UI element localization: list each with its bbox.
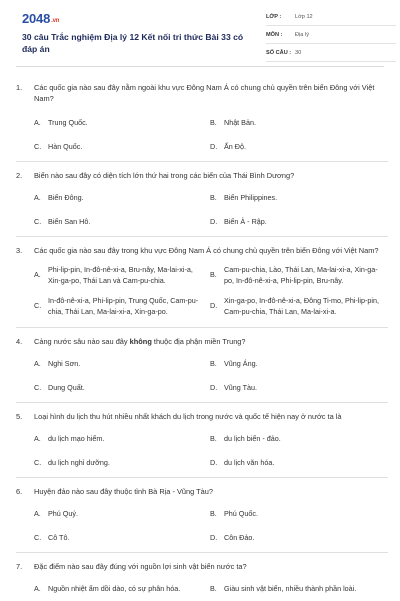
option-letter: B. <box>210 118 217 127</box>
question-item <box>16 237 388 328</box>
question-text-emphasis: không <box>129 337 152 346</box>
question-text-part: thuộc địa phận miền Trung? <box>151 337 246 346</box>
option-letter: A. <box>34 509 41 518</box>
question-number: 6. <box>16 487 23 496</box>
answer-option[interactable] <box>210 383 382 394</box>
option-text: Nghi Sơn. <box>48 359 81 368</box>
meta-value: Địa lý <box>295 32 309 38</box>
option-letter: C. <box>34 382 42 392</box>
answer-option[interactable] <box>210 533 382 544</box>
option-text: Xin-ga-po, In-đô-nê-xi-a, Đông Ti-mo, Phi-lip-pin, Cam-pu-chia, Thái Lan, Ma-lai-xi-a. <box>224 296 379 316</box>
answer-option[interactable] <box>34 118 206 129</box>
question-number: 4. <box>16 337 23 346</box>
logo-suffix: .vn <box>51 18 60 24</box>
question-number: 2. <box>16 171 23 180</box>
question-item <box>16 553 388 601</box>
answer-option[interactable] <box>210 458 382 469</box>
option-letter: A. <box>34 359 41 368</box>
meta-row-count <box>266 48 396 62</box>
option-text: Biển Philippines. <box>224 193 278 202</box>
question-number: 5. <box>16 412 23 421</box>
question-item <box>16 162 388 237</box>
answer-option[interactable] <box>210 118 382 129</box>
meta-row-subject <box>266 30 396 44</box>
option-text: Nguồn nhiệt ẩm dồi dào, có sự phân hóa. <box>48 584 181 593</box>
option-text: Vũng Áng. <box>224 359 258 368</box>
question-list <box>16 74 388 601</box>
answer-option[interactable] <box>210 264 382 287</box>
option-letter: A. <box>34 270 41 280</box>
meta-key: SỐ CÂU : <box>266 50 292 56</box>
option-letter: D. <box>210 457 218 467</box>
question-text: Đặc điểm nào sau đây đúng với nguồn lợi sinh vật biển nước ta? <box>34 562 247 571</box>
logo-main: 2048 <box>22 11 51 26</box>
option-text: du lịch mạo hiểm. <box>48 434 105 443</box>
option-text: Hàn Quốc. <box>48 141 83 151</box>
option-text: Phú Quý. <box>48 509 78 518</box>
question-item <box>16 403 388 478</box>
option-text: du lịch nghỉ dưỡng. <box>48 457 110 467</box>
option-text: Vũng Tàu. <box>224 382 258 392</box>
answer-option[interactable] <box>210 142 382 153</box>
answer-option[interactable] <box>210 217 382 228</box>
option-letter: B. <box>210 584 217 593</box>
option-text: Côn Đảo. <box>224 532 255 542</box>
answer-option[interactable] <box>210 193 382 204</box>
option-letter: C. <box>34 141 42 151</box>
page-header <box>16 0 384 67</box>
option-text: Nhật Bản. <box>224 118 256 127</box>
option-text: Cô Tô. <box>48 532 70 542</box>
answer-option[interactable] <box>34 264 206 287</box>
option-letter: B. <box>210 359 217 368</box>
option-letter: D. <box>210 532 218 542</box>
option-letter: C. <box>34 216 42 226</box>
question-text <box>34 336 388 347</box>
meta-key: LỚP : <box>266 14 282 20</box>
question-number: 3. <box>16 246 23 255</box>
option-letter: B. <box>210 509 217 518</box>
answer-option[interactable] <box>34 533 206 544</box>
option-letter: C. <box>34 457 42 467</box>
option-letter: A. <box>34 118 41 127</box>
answer-option[interactable] <box>210 434 382 445</box>
option-letter: B. <box>210 193 217 202</box>
option-letter: D. <box>210 141 218 151</box>
option-letter: A. <box>34 584 41 593</box>
option-text: Dung Quất. <box>48 382 85 392</box>
question-text-part: Cảng nước sâu nào sau đây <box>34 337 130 346</box>
answer-option[interactable] <box>34 584 206 595</box>
option-text: Phú Quốc. <box>224 509 258 518</box>
quiz-meta <box>266 12 396 66</box>
question-text: Các quốc gia nào sau đây trong khu vực Đông Nam Á có chung chủ quyền trên biển Đông với Việt Nam? <box>34 246 379 255</box>
answer-option[interactable] <box>34 383 206 394</box>
option-text: Giàu sinh vật biển, nhiều thành phần loài. <box>224 584 357 593</box>
meta-row-class <box>266 12 396 26</box>
option-text: Biển San Hô. <box>48 216 91 226</box>
answer-option[interactable] <box>210 509 382 520</box>
option-text: Ấn Độ. <box>224 141 246 151</box>
option-letter: D. <box>210 301 218 311</box>
answer-option[interactable] <box>34 295 206 318</box>
option-letter: D. <box>210 216 218 226</box>
question-text: Huyện đảo nào sau đây thuộc tỉnh Bà Rịa - Vũng Tàu? <box>34 487 214 496</box>
answer-option[interactable] <box>210 584 382 595</box>
question-text: Các quốc gia nào sau đây nằm ngoài khu vực Đông Nam Á có chung chủ quyền trên biển Đông với Việt Nam? <box>34 83 375 103</box>
option-text: Biển Ả - Rập. <box>224 216 267 226</box>
meta-value: Lớp 12 <box>295 14 313 20</box>
option-letter: B. <box>210 270 217 280</box>
option-letter: B. <box>210 434 217 443</box>
option-text: du lịch biển - đảo. <box>224 434 281 443</box>
option-text: Trung Quốc. <box>48 118 88 127</box>
option-text: Phi-lip-pin, In-đô-nê-xi-a, Bru-nây, Ma-lai-xi-a, Xin-ga-po, Thái Lan và Cam-pu-chia. <box>48 265 193 285</box>
option-text: In-đô-nê-xi-a, Phi-lip-pin, Trung Quốc, Cam-pu-chia, Thái Lan, Ma-lai-xi-a, Xin-ga-po. <box>48 296 199 316</box>
option-letter: A. <box>34 434 41 443</box>
option-text: du lịch văn hóa. <box>224 457 275 467</box>
answer-option[interactable] <box>34 142 206 153</box>
option-text: Cam-pu-chia, Lào, Thái Lan, Ma-lai-xi-a, Xin-ga-po, In-đô-nê-xi-a, Phi-lip-pin, Bru-nây. <box>224 265 378 285</box>
option-letter: A. <box>34 193 41 202</box>
question-text: Loại hình du lịch thu hút nhiều nhất khách du lịch trong nước và quốc tế hiện nay ở nước ta là <box>34 412 342 421</box>
answer-option[interactable] <box>34 509 206 520</box>
answer-option[interactable] <box>34 434 206 445</box>
meta-value: 30 <box>295 50 302 56</box>
site-logo[interactable] <box>22 11 59 26</box>
page-title: 30 câu Trắc nghiệm Địa lý 12 Kết nối tri thức Bài 33 có đáp án <box>22 32 244 54</box>
option-letter: C. <box>34 532 42 542</box>
answer-option[interactable] <box>34 458 206 469</box>
answer-option[interactable] <box>210 295 382 318</box>
question-item <box>16 328 388 403</box>
meta-key: MÔN : <box>266 32 283 38</box>
question-number: 7. <box>16 562 23 571</box>
answer-option[interactable] <box>34 359 206 370</box>
option-letter: D. <box>210 382 218 392</box>
answer-option[interactable] <box>210 359 382 370</box>
question-number: 1. <box>16 83 23 92</box>
option-letter: C. <box>34 301 42 311</box>
question-item <box>16 74 388 162</box>
question-text: Biển nào sau đây có diện tích lớn thứ hai trong các biển của Thái Bình Dương? <box>34 171 295 180</box>
answer-option[interactable] <box>34 217 206 228</box>
question-item <box>16 478 388 553</box>
answer-option[interactable] <box>34 193 206 204</box>
option-text: Biển Đông. <box>48 193 84 202</box>
